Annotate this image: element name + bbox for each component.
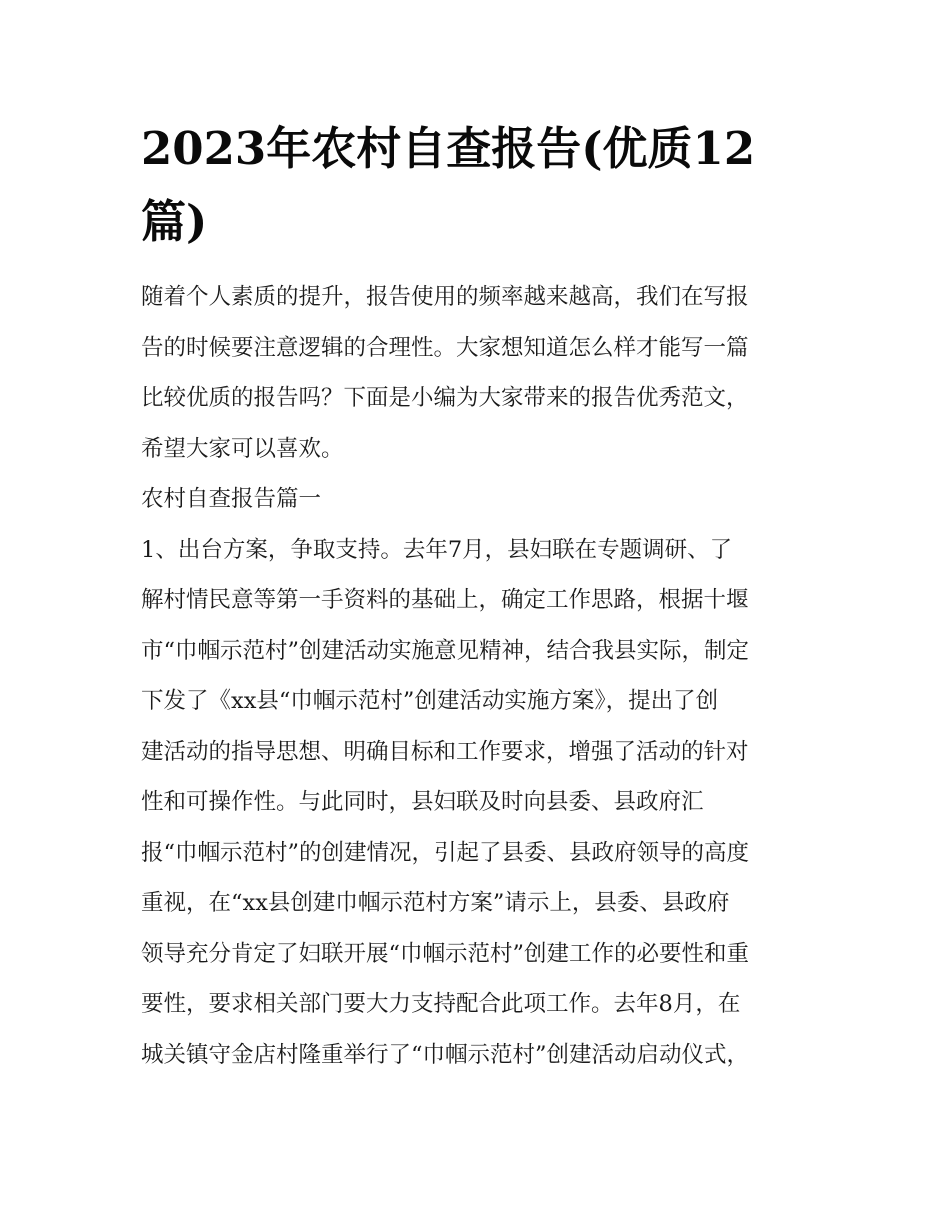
paragraph-line: 下发了《xx县“巾帼示范村”创建活动实施方案》，提出了创: [141, 688, 719, 714]
document-title-line: 2023年农村自查报告(优质12: [141, 122, 756, 175]
intro-line: 比较优质的报告吗？下面是小编为大家带来的报告优秀范文，: [141, 385, 749, 411]
paragraph-line: 解村情民意等第一手资料的基础上，确定工作思路，根据十堰: [141, 587, 749, 613]
paragraph-line: 重视，在“xx县创建巾帼示范村方案”请示上，县委、县政府: [141, 890, 730, 916]
paragraph-line: 1、出台方案，争取支持。去年7月，县妇联在专题调研、了: [141, 536, 733, 563]
paragraph-line: 性和可操作性。与此同时，县妇联及时向县委、县政府汇: [141, 789, 704, 815]
paragraph-line: 领导充分肯定了妇联开展“巾帼示范村”创建工作的必要性和重: [141, 940, 750, 967]
intro-line: 告的时候要注意逻辑的合理性。大家想知道怎么样才能写一篇: [141, 334, 749, 361]
paragraph-line: 城关镇守金店村隆重举行了“巾帼示范村”创建活动启动仪式，: [141, 1041, 750, 1068]
document-title: [141, 112, 813, 258]
paragraph-line: 建活动的指导思想、明确目标和工作要求，增强了活动的针对: [141, 738, 749, 765]
paragraph-line: 要性，要求相关部门要大力支持配合此项工作。去年8月，在: [141, 991, 741, 1017]
document-content: [141, 112, 813, 1080]
paragraph-line: 报“巾帼示范村”的创建情况，引起了县委、县政府领导的高度: [141, 839, 750, 866]
section-heading: 农村自查报告篇一: [141, 486, 322, 512]
intro-line: 希望大家可以喜欢。: [141, 435, 344, 462]
document-body: [141, 272, 813, 1080]
intro-line: 随着个人素质的提升，报告使用的频率越来越高，我们在写报: [141, 284, 749, 310]
document-title-line: 篇): [141, 195, 208, 248]
paragraph-line: 市“巾帼示范村”创建活动实施意见精神，结合我县实际，制定: [141, 637, 750, 664]
